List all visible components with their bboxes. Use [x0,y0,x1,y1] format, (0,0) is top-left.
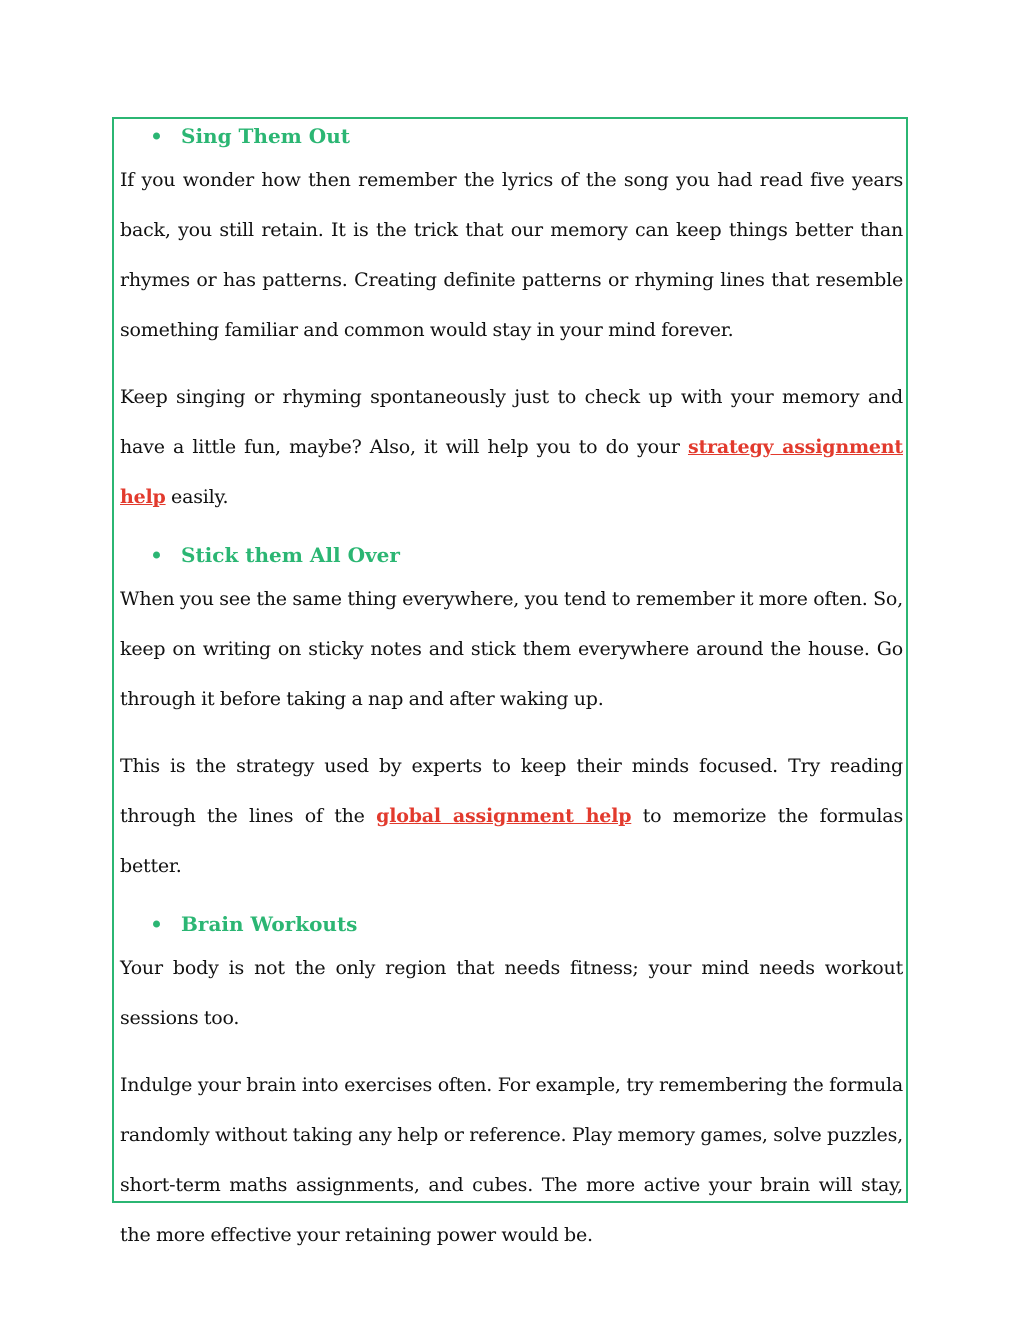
paragraph-text: This is the strategy used by experts to keep their minds focused. Try reading through the lines of the [120,755,903,827]
global-assignment-help-link[interactable]: global assignment help [376,805,632,827]
paragraph-text: easily. [165,486,229,508]
paragraph-with-link [120,741,903,891]
heading-text: Brain Workouts [181,912,358,936]
paragraph: Your body is not the only region that needs fitness; your mind needs workout sessions too. [120,957,903,1029]
paragraph: When you see the same thing everywhere, you tend to remember it more often. So, keep on writing on sticky notes and stick them everywhere around the house. Go through it before taking a nap and after waking up. [120,588,903,710]
heading-text: Stick them All Over [181,543,400,567]
strategy-assignment-help-link[interactable]: strategy assignment help [120,436,903,508]
paragraph-text: to memorize the formulas better. [120,805,903,877]
section-heading-brain-workouts [120,908,903,940]
section-heading-sing-them-out [120,120,903,152]
bullet-icon [153,552,160,559]
bullet-icon [153,133,160,140]
bullet-icon [153,921,160,928]
paragraph: Indulge your brain into exercises often. For example, try remembering the formula randomly without taking any help or reference. Play memory games, solve puzzles, short-term maths assignments, and cubes. The more active your brain will stay, the more effective your retaining power would be. [120,1074,903,1246]
paragraph-with-link [120,372,903,522]
paragraph: If you wonder how then remember the lyrics of the song you had read five years back, you still retain. It is the trick that our memory can keep things better than rhymes or has patterns. Creating definite patterns or rhyming lines that resemble something familiar and common would stay in your mind forever. [120,169,903,341]
document-content [120,120,903,1260]
heading-text: Sing Them Out [181,124,351,148]
section-heading-stick-them-all-over [120,539,903,571]
paragraph-text: Keep singing or rhyming spontaneously just to check up with your memory and have a little fun, maybe? Also, it will help you to do your [120,386,903,458]
